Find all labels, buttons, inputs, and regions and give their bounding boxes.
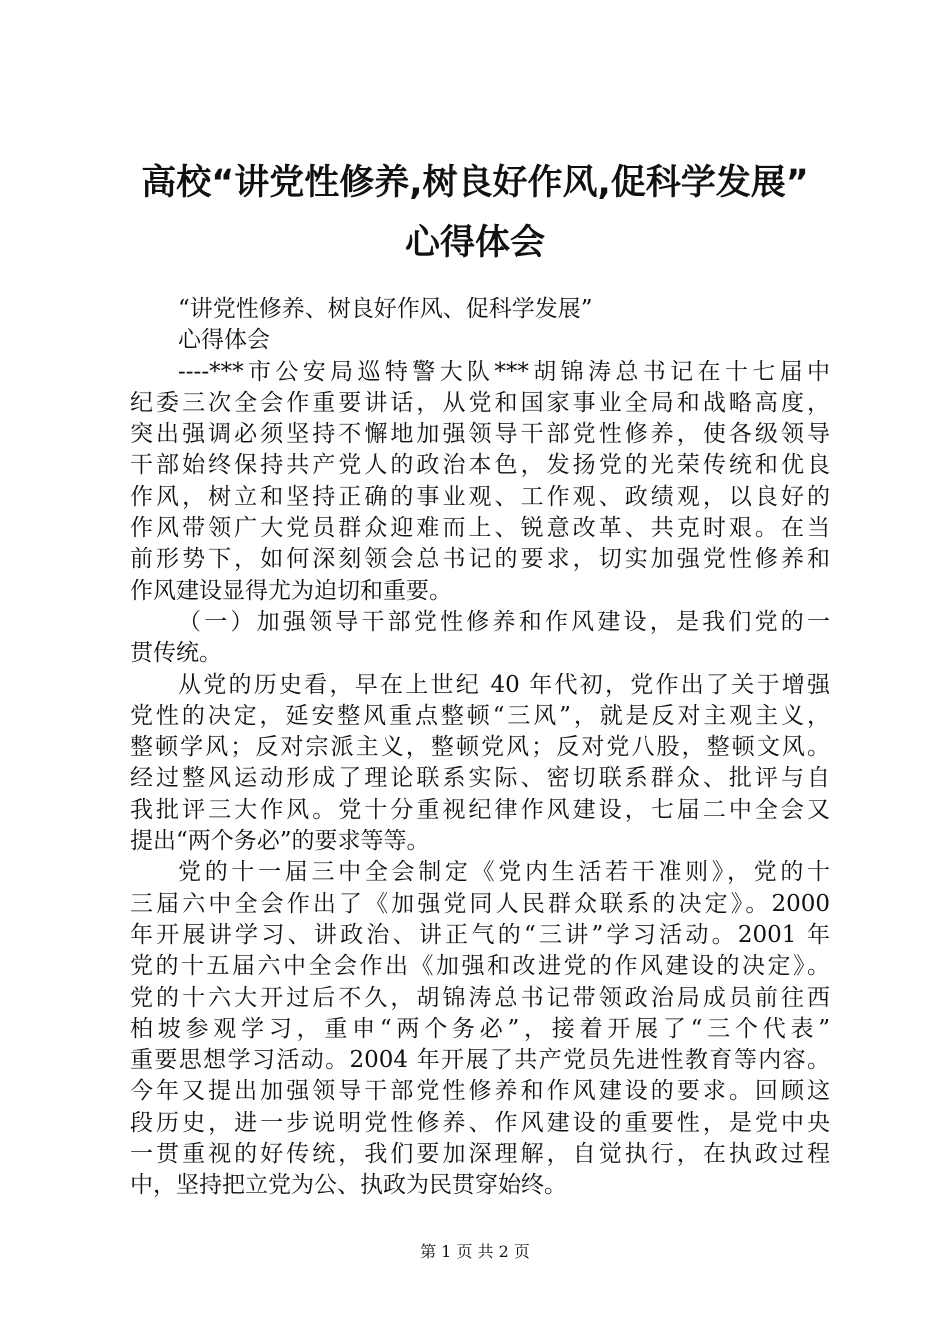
body-line: 党的十六大开过后不久，胡锦涛总书记带领政治局成员前往西 <box>130 984 830 1011</box>
body-line: 今年又提出加强领导干部党性修养和作风建设的要求。回顾这 <box>130 1078 830 1105</box>
body-line: 突出强调必须坚持不懈地加强领导干部党性修养，使各级领导 <box>130 421 830 448</box>
body-line: ----***市公安局巡特警大队***胡锦涛总书记在十七届中 <box>178 358 830 385</box>
body-line: 干部始终保持共产党人的政治本色，发扬党的光荣传统和优良 <box>130 452 830 479</box>
body-line: 年开展讲学习、讲政治、讲正气的“三讲”学习活动。2001 年 <box>130 921 830 948</box>
body-line: 纪委三次全会作重要讲话，从党和国家事业全局和战略高度， <box>130 389 830 416</box>
body-line: 提出“两个务必”的要求等等。 <box>130 828 430 855</box>
page-footer: 第 1 页 共 2 页 <box>420 1242 530 1261</box>
body-line: 心得体会 <box>178 327 270 354</box>
body-line: 中，坚持把立党为公、执政为民贯穿始终。 <box>130 1172 567 1199</box>
document-body <box>130 294 830 1202</box>
body-line: 前形势下，如何深刻领会总书记的要求，切实加强党性修养和 <box>130 546 830 573</box>
body-line: 段历史，进一步说明党性修养、作风建设的重要性，是党中央 <box>130 1109 830 1136</box>
document-title-line-2: 心得体会 <box>404 223 545 263</box>
body-line: 重要思想学习活动。2004 年开展了共产党员先进性教育等内容。 <box>130 1047 830 1074</box>
body-line: 三届六中全会作出了《加强党同人民群众联系的决定》。2000 <box>130 890 830 917</box>
body-line: 一贯重视的好传统，我们要加深理解，自觉执行，在执政过程 <box>130 1141 830 1168</box>
document-title-line-1: 高校“讲党性修养,树良好作风,促科学发展” <box>141 163 809 203</box>
body-line: 党的十一届三中全会制定《党内生活若干准则》，党的十 <box>178 859 830 886</box>
body-line: 作风带领广大党员群众迎难而上、锐意改革、共克时艰。在当 <box>130 515 830 542</box>
body-line: 作风，树立和坚持正确的事业观、工作观、政绩观，以良好的 <box>130 483 830 510</box>
body-line: 党的十五届六中全会作出《加强和改进党的作风建设的决定》。 <box>130 953 830 980</box>
body-line: 经过整风运动形成了理论联系实际、密切联系群众、批评与自 <box>130 765 830 792</box>
body-line: 党性的决定，延安整风重点整顿“三风”，就是反对主观主义， <box>130 702 830 729</box>
body-line: 柏坡参观学习，重申“两个务必”，接着开展了“三个代表” <box>130 1015 830 1042</box>
body-line: （一）加强领导干部党性修养和作风建设，是我们党的一 <box>178 608 830 635</box>
body-line: “讲党性修养、树良好作风、促科学发展” <box>178 296 593 322</box>
body-line: 我批评三大作风。党十分重视纪律作风建设，七届二中全会又 <box>130 796 830 823</box>
body-line: 从党的历史看，早在上世纪 40 年代初，党作出了关于增强 <box>178 671 830 698</box>
body-line: 作风建设显得尤为迫切和重要。 <box>130 577 452 604</box>
body-line: 贯传统。 <box>130 640 222 667</box>
body-line: 整顿学风；反对宗派主义，整顿党风；反对党八股，整顿文风。 <box>130 734 830 761</box>
